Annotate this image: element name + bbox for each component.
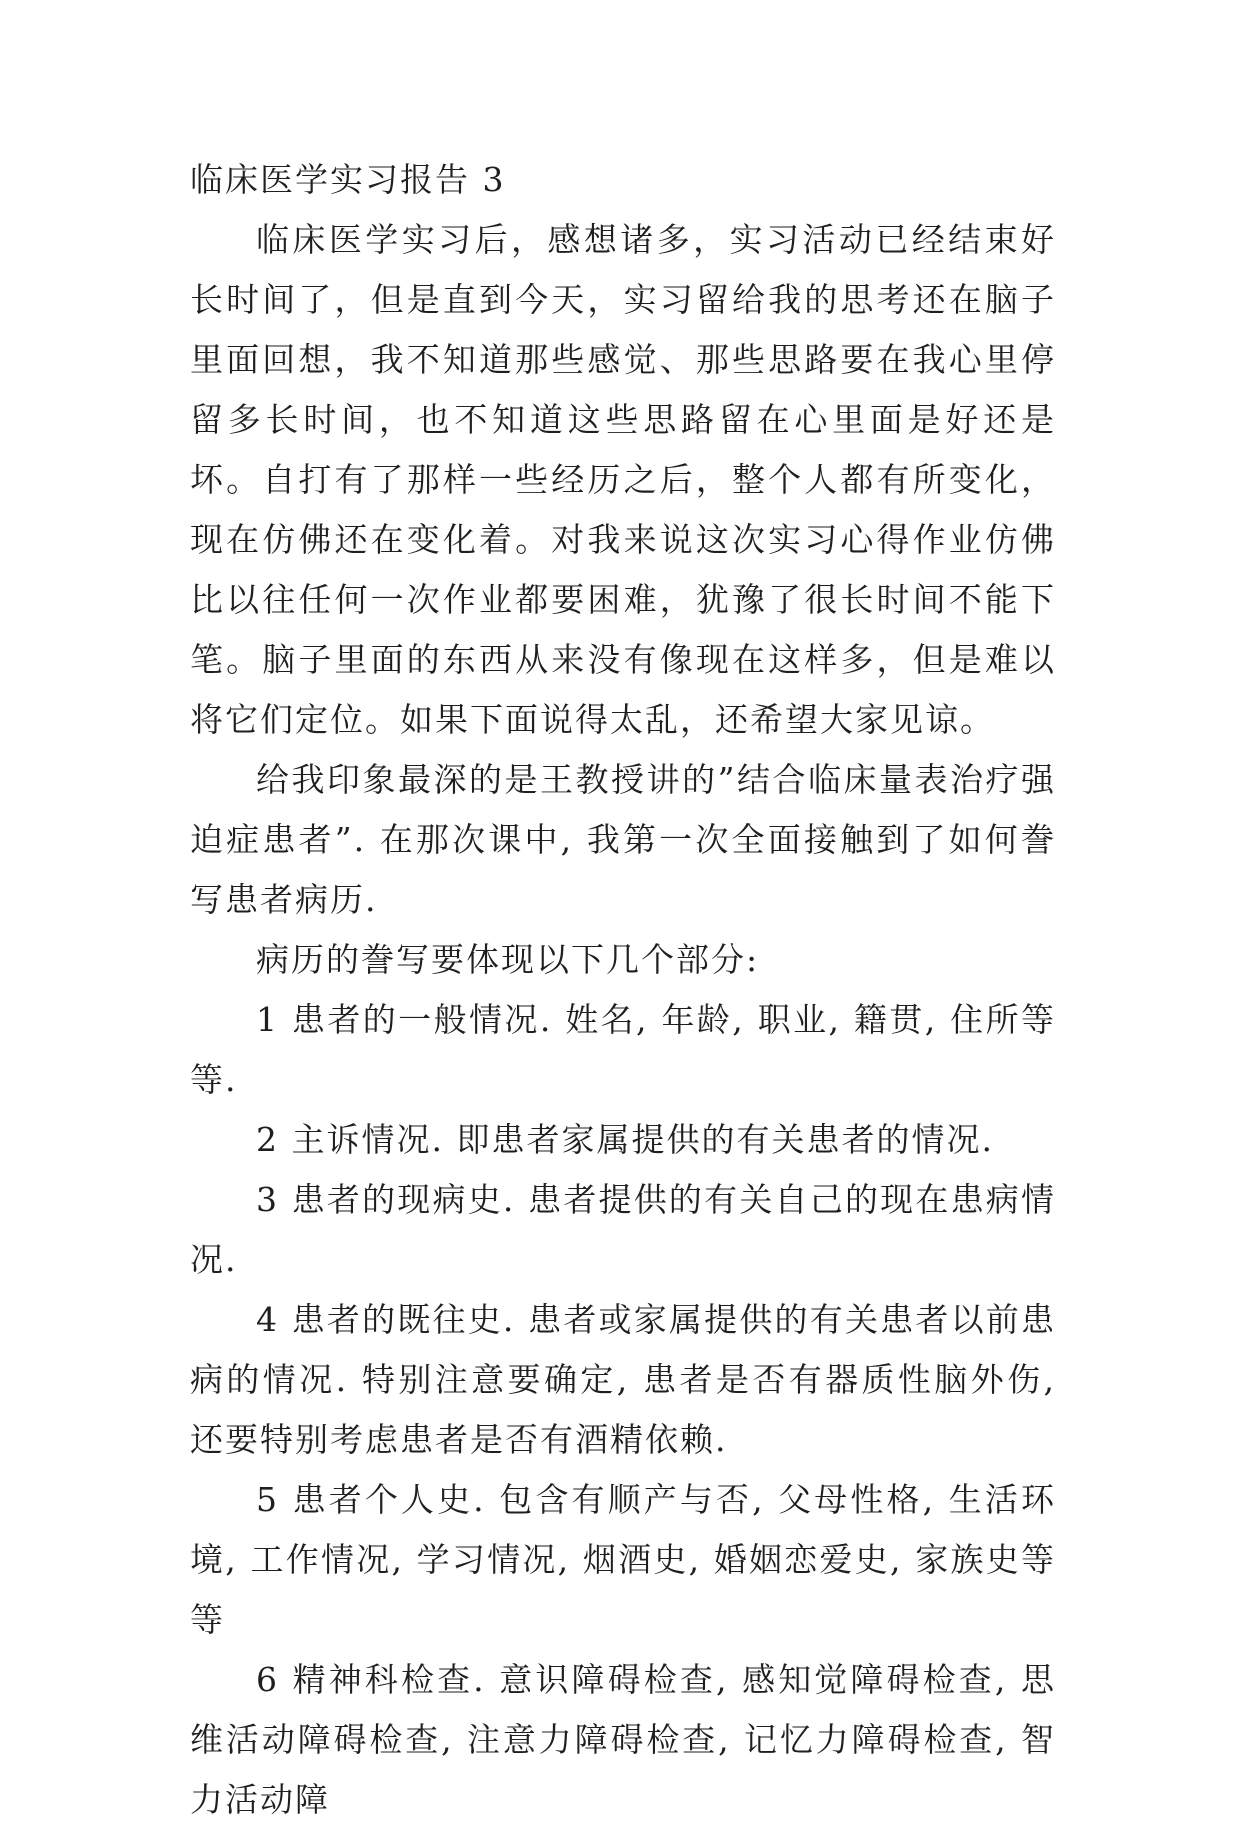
paragraph-reflection: 临床医学实习后，感想诸多，实习活动已经结束好长时间了，但是直到今天，实习留给我的思考还在脑子里面回想，我不知道那些感觉、那些思路要在我心里停留多长时间，也不知道这些思路留在心里面是好还是坏。自打有了那样一些经历之后，整个人都有所变化，现在仿佛还在变化着。对我来说这次实习心得作业仿佛比以往任何一次作业都要困难，犹豫了很长时间不能下笔。脑子里面的东西从来没有像现在这样多，但是难以将它们定位。如果下面说得太乱，还希望大家见谅。 (190, 220, 1056, 739)
document-title: 临床医学实习报告 3 (190, 160, 506, 199)
list-item-past-history: 4 患者的既往史. 患者或家属提供的有关患者以前患病的情况. 特别注意要确定, 患者是否有器质性脑外伤, 还要特别考虑患者是否有酒精依赖. (190, 1300, 1056, 1459)
list-item-personal-history: 5 患者个人史. 包含有顺产与否, 父母性格, 生活环境, 工作情况, 学习情况, 烟酒史, 婚姻恋爱史, 家族史等等 (190, 1480, 1056, 1639)
document-body (190, 150, 1056, 1830)
list-item-general-info: 1 患者的一般情况. 姓名, 年龄, 职业, 籍贯, 住所等等. (190, 1000, 1056, 1099)
paragraph-lecture: 给我印象最深的是王教授讲的”结合临床量表治疗强迫症患者”. 在那次课中, 我第一次全面接触到了如何誊写患者病历. (190, 760, 1056, 919)
paragraph-record-intro: 病历的誊写要体现以下几个部分: (256, 940, 760, 979)
list-item-chief-complaint: 2 主诉情况. 即患者家属提供的有关患者的情况. (256, 1120, 994, 1159)
list-item-present-illness: 3 患者的现病史. 患者提供的有关自己的现在患病情况. (190, 1180, 1056, 1279)
list-item-psychiatric-exam: 6 精神科检查. 意识障碍检查, 感知觉障碍检查, 思维活动障碍检查, 注意力障碍检查, 记忆力障碍检查, 智力活动障 (190, 1660, 1056, 1819)
